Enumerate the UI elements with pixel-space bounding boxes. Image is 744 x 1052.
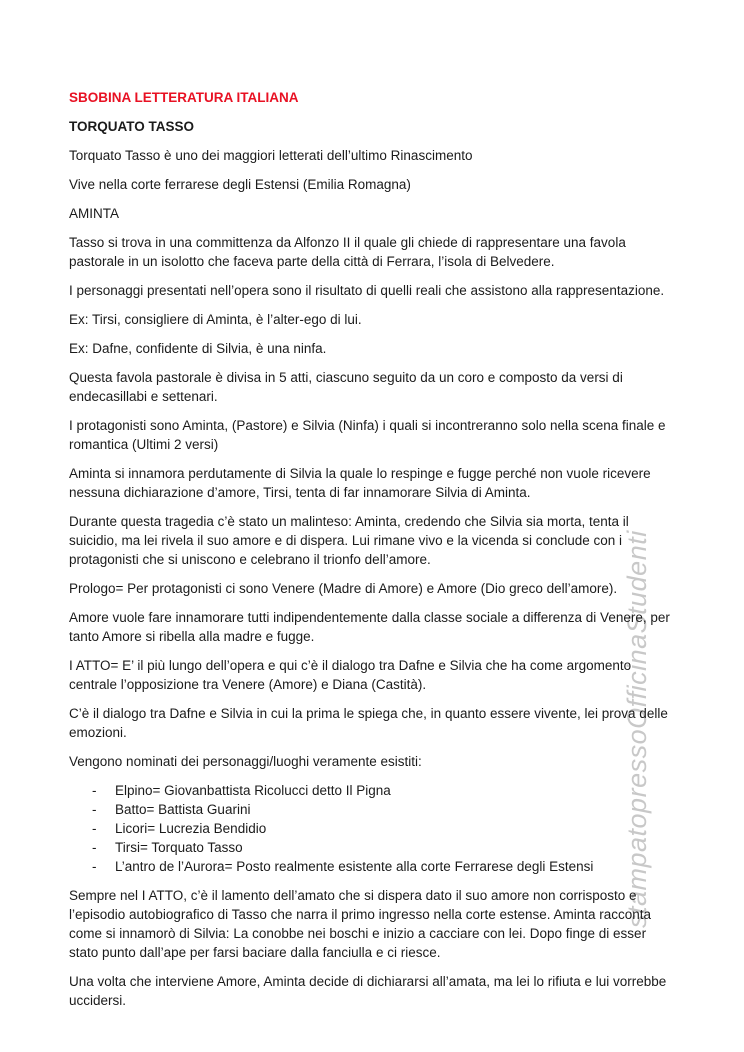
list-bullet: - [92,783,97,798]
list-item-text: L’antro de l’Aurora= Posto realmente esistente alla corte Ferrarese degli Estensi [115,859,594,874]
list-item [69,800,677,819]
list-item-text: Batto= Battista Guarini [115,802,251,817]
paragraph: Durante questa tragedia c’è stato un malinteso: Aminta, credendo che Silvia sia morta, tenta il suicidio, ma lei rivela il suo amore e di dispera. Lui rimane vivo e la vicenda si conclude con i protagonisti che si uniscono e celebrano il trionfo dell’amore. [69,514,629,567]
paragraph: Amore vuole fare innamorare tutti indipendentemente dalla classe sociale a differenza di Venere, per tanto Amore si ribella alla madre e fugge. [69,610,670,644]
list-bullet: - [92,821,97,836]
paragraph: Vengono nominati dei personaggi/luoghi veramente esistiti: [69,754,422,769]
paragraph: I ATTO= E’ il più lungo dell’opera e qui c’è il dialogo tra Dafne e Silvia che ha come argomento centrale l’opposizione tra Venere (Amore) e Diana (Castità). [69,658,632,692]
list-bullet: - [92,840,97,855]
paragraph: Tasso si trova in una committenza da Alfonzo II il quale gli chiede di rappresentare una favola pastorale in un isolotto che faceva parte della città di Ferrara, l’isola di Belvedere. [69,235,626,269]
paragraph: Ex: Tirsi, consigliere di Aminta, è l’alter-ego di lui. [69,312,362,327]
doc-heading: TORQUATO TASSO [69,119,195,134]
list-item-text: Tirsi= Torquato Tasso [115,840,243,855]
list-item-text: Elpino= Giovanbattista Ricolucci detto Il Pigna [115,783,391,798]
list-bullet: - [92,802,97,817]
paragraph: Questa favola pastorale è divisa in 5 atti, ciascuno seguito da un coro e composto da versi di endecasillabi e settenari. [69,370,623,404]
list-item [69,819,677,838]
list-bullet: - [92,859,97,874]
watermark-text: stampatopressoOfficinaStudenti [622,530,652,928]
paragraph: Sempre nel I ATTO, c’è il lamento dell’amato che si dispera dato il suo amore non corrisposto e l’episodio autobiografico di Tasso che narra il primo ingresso nella corte estense. Aminta racconta come si innamorò di Silvia: La conobbe nei boschi e inizio a cacciare con lei. Dopo finge di esser stato punto dall’ape per farsi baciare dalla fanciulla e ci riesce. [69,888,652,960]
doc-title: SBOBINA LETTERATURA ITALIANA [69,90,299,105]
bulleted-list [69,781,677,876]
list-item [69,838,677,857]
paragraph: I protagonisti sono Aminta, (Pastore) e Silvia (Ninfa) i quali si incontreranno solo nella scena finale e romantica (Ultimi 2 versi) [69,418,666,452]
paragraph: Aminta si innamora perdutamente di Silvia la quale lo respinge e fugge perché non vuole ricevere nessuna dichiarazione d’amore, Tirsi, tenta di far innamorare Silvia di Aminta. [69,466,651,500]
paragraph: AMINTA [69,206,119,221]
paragraph: C’è il dialogo tra Dafne e Silvia in cui la prima le spiega che, in quanto essere vivente, lei prova delle emozioni. [69,706,668,740]
list-item [69,857,677,876]
paragraph: Una volta che interviene Amore, Aminta decide di dichiararsi all’amata, ma lei lo rifiuta e lui vorrebbe uccidersi. [69,974,667,1008]
paragraph: Ex: Dafne, confidente di Silvia, è una ninfa. [69,341,327,356]
list-item-text: Licori= Lucrezia Bendidio [115,821,267,836]
paragraph: Vive nella corte ferrarese degli Estensi (Emilia Romagna) [69,177,411,192]
paragraph: Prologo= Per protagonisti ci sono Venere (Madre di Amore) e Amore (Dio greco dell’amore). [69,581,618,596]
paragraph: I personaggi presentati nell’opera sono il risultato di quelli reali che assistono alla rappresentazione. [69,283,665,298]
document-content [69,88,677,1020]
paragraph: Torquato Tasso è uno dei maggiori letterati dell’ultimo Rinascimento [69,148,473,163]
list-item [69,781,677,800]
